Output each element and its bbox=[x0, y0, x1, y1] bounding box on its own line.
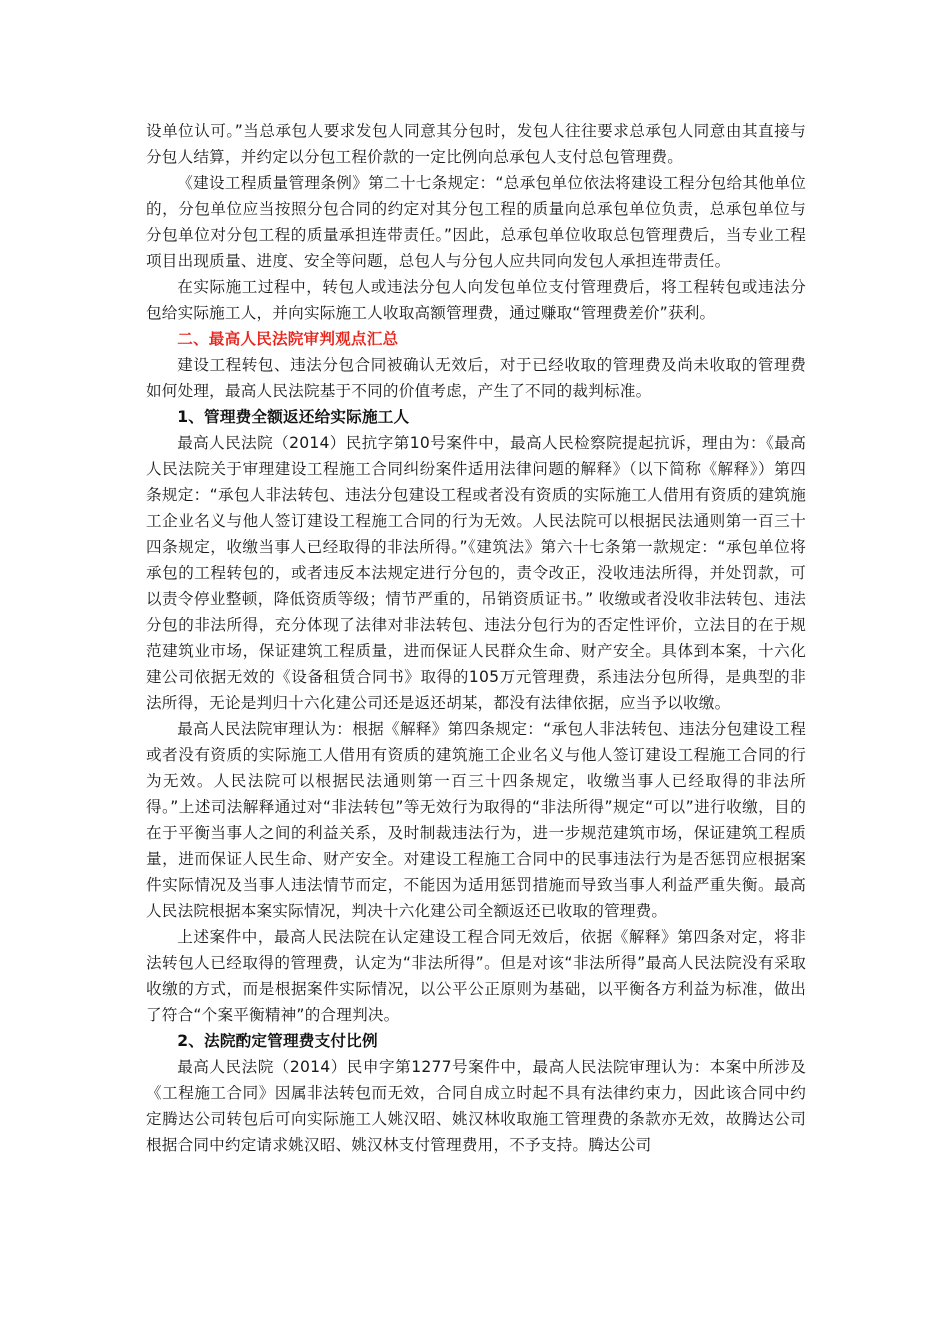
paragraph-summary: 上述案件中，最高人民法院在认定建设工程合同无效后，依据《解释》第四条对定，将非法转包人已经取得的管理费，认定为“非法所得”。但是对该“非法所得”最高人民法院没有采取收缴的方式，而是根据案件实际情况，以公平公正原则为基础，以平衡各方利益为标准，做出了符合“个案平衡精神”的合理判决。 bbox=[146, 928, 806, 1024]
paragraph-intro: 建设工程转包、违法分包合同被确认无效后，对于已经收取的管理费及尚未收取的管理费如何处理，最高人民法院基于不同的价值考虑，产生了不同的裁判标准。 bbox=[146, 356, 806, 400]
paragraph-case-2: 最高人民法院（2014）民申字第1277号案件中，最高人民法院审理认为：本案中所涉及《工程施工合同》因属非法转包而无效，合同自成立时起不具有法律约束力，因此该合同中约定腾达公司转包后可向实际施工人姚汉昭、姚汉林收取施工管理费的条款亦无效，故腾达公司根据合同中约定请求姚汉昭、姚汉林支付管理费用，不予支持。腾达公司 bbox=[146, 1058, 806, 1154]
document-page bbox=[146, 118, 806, 1158]
subsection-heading-2: 2、法院酌定管理费支付比例 bbox=[177, 1032, 378, 1050]
paragraph-quality-regulation: 《建设工程质量管理条例》第二十七条规定：“总承包单位依法将建设工程分包给其他单位的，分包单位应当按照分包合同的约定对其分包工程的质量向总承包单位负责，总承包单位与分包单位对分包工程的质量承担连带责任。”因此，总承包单位收取总包管理费后，当专业工程项目出现质量、进度、安全等问题，总包人与分包人应共同向发包人承担连带责任。 bbox=[146, 174, 806, 270]
paragraph-case-1: 最高人民法院（2014）民抗字第10号案件中，最高人民检察院提起抗诉，理由为：《最高人民法院关于审理建设工程施工合同纠纷案件适用法律问题的解释》（以下简称《解释》）第四条规定：“承包人非法转包、违法分包建设工程或者没有资质的实际施工人借用有资质的建筑施工企业名义与他人签订建设工程施工合同的行为无效。人民法院可以根据民法通则第一百三十四条规定，收缴当事人已经取得的非法所得。”《建筑法》第六十七条第一款规定：“承包单位将承包的工程转包的，或者违反本法规定进行分包的，责令改正，没收违法所得，并处罚款，可以责令停业整顿，降低资质等级；情节严重的，吊销资质证书。” 收缴或者没收非法转包、违法分包的非法所得，充分体现了法律对非法转包、违法分包行为的否定性评价，立法目的在于规范建筑业市场，保证建筑工程质量，进而保证人民群众生命、财产安全。具体到本案，十六化建公司依据无效的《设备租赁合同书》取得的105万元管理费，系违法分包所得，是典型的非法所得，无论是判归十六化建公司还是返还胡某，都没有法律依据，应当予以收缴。 bbox=[146, 434, 806, 712]
paragraph-continuation: 设单位认可。”当总承包人要求发包人同意其分包时，发包人往往要求总承包人同意由其直接与分包人结算，并约定以分包工程价款的一定比例向总承包人支付总包管理费。 bbox=[146, 122, 806, 166]
paragraph-court-opinion: 最高人民法院审理认为：根据《解释》第四条规定：“承包人非法转包、违法分包建设工程或者没有资质的实际施工人借用有资质的建筑施工企业名义与他人签订建设工程施工合同的行为无效。人民法院可以根据民法通则第一百三十四条规定，收缴当事人已经取得的非法所得。”上述司法解释通过对“非法转包”等无效行为取得的“非法所得”规定“可以”进行收缴，目的在于平衡当事人之间的利益关系，及时制裁违法行为，进一步规范建筑市场，保证建筑工程质量，进而保证人民生命、财产安全。对建设工程施工合同中的民事违法行为是否惩罚应根据案件实际情况及当事人违法情节而定，不能因为适用惩罚措施而导致当事人利益严重失衡。最高人民法院根据本案实际情况，判决十六化建公司全额返还已收取的管理费。 bbox=[146, 720, 806, 920]
subsection-heading-1: 1、管理费全额返还给实际施工人 bbox=[177, 408, 410, 426]
paragraph-practice: 在实际施工过程中，转包人或违法分包人向发包单位支付管理费后，将工程转包或违法分包给实际施工人，并向实际施工人收取高额管理费，通过赚取“管理费差价”获利。 bbox=[146, 278, 806, 322]
section-heading: 二、最高人民法院审判观点汇总 bbox=[177, 330, 399, 348]
